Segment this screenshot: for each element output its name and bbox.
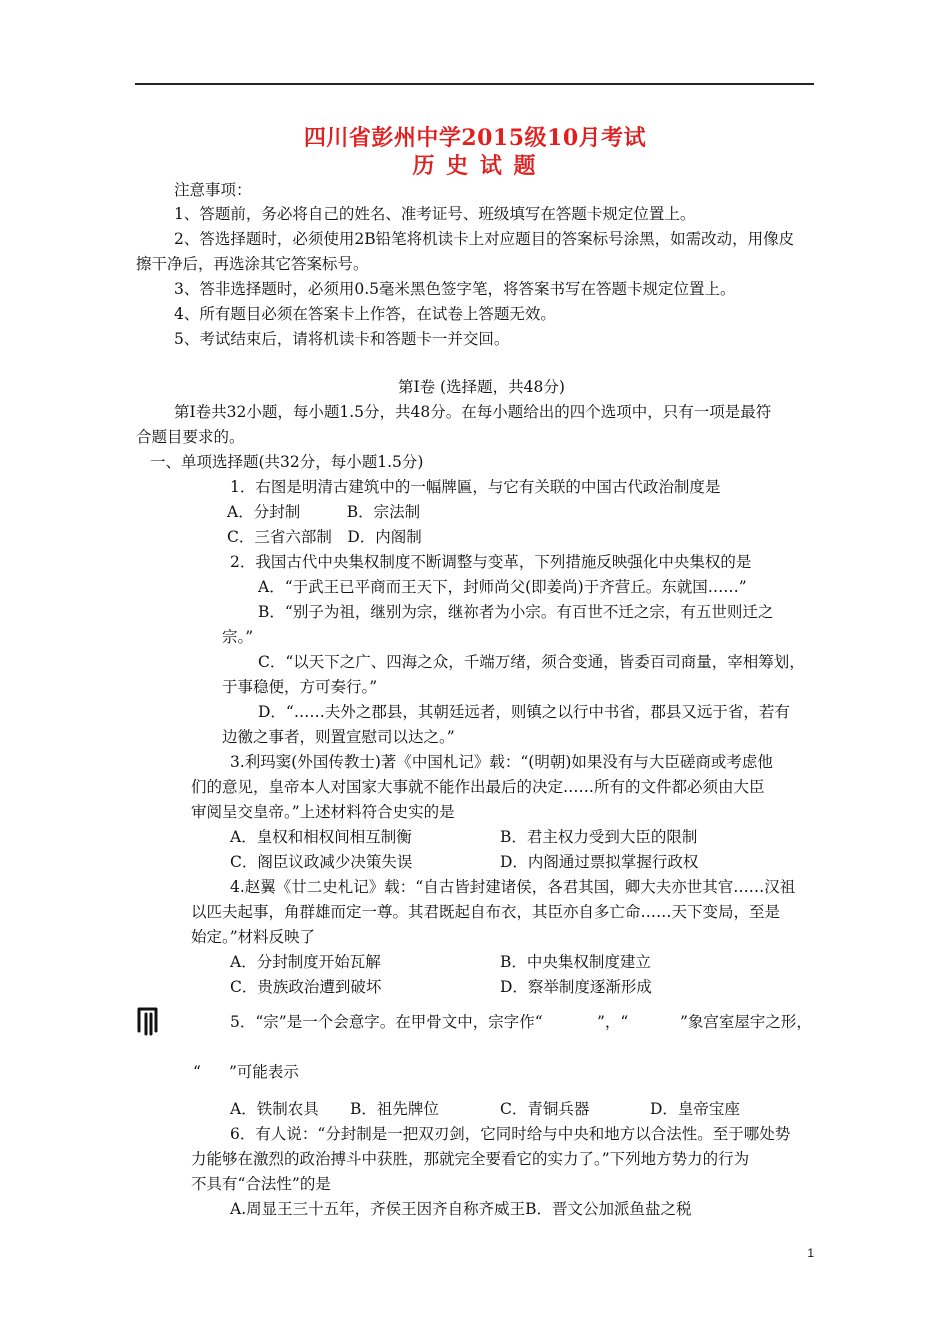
section-intro-2: 合题目要求的。 [136,428,245,446]
q4-option-d: D．察举制度逐渐形成 [500,978,652,996]
q6-stem-1: 6．有人说：“分封制是一把双刃剑，它同时给与中央和地方以合法性。至于哪处势 [230,1125,791,1143]
q4-stem-1: 4.赵翼《廿二史札记》载：“自古皆封建诸侯，各君其国，卿大夫亦世其官……汉祖 [230,878,796,896]
q3-stem-2: 们的意见，皇帝本人对国家大事就不能作出最后的决定……所有的文件都必须由大臣 [191,778,765,796]
header-rule [135,83,814,85]
q5-option-a: A．铁制农具 [230,1100,319,1118]
q5-option-d: D．皇帝宝座 [650,1100,740,1118]
q2-option-d: D．“……夫外之郡县，其朝廷远者，则镇之以行中书省，郡县又远于省，若有 [258,703,790,721]
q4-stem-3: 始定。”材料反映了 [191,928,316,946]
notice-item-4: 4、所有题目必须在答案卡上作答，在试卷上答题无效。 [174,305,556,323]
q4-option-b: B．中央集权制度建立 [500,953,651,971]
q5-stem-part-1: 5．“宗”是一个会意字。在甲骨文中，宗字作“ [230,1013,543,1031]
q4-option-c: C．贵族政治遭到破坏 [230,978,382,996]
q5-stem-line2-open: “ [193,1063,201,1081]
q2-stem: 2．我国古代中央集权制度不断调整与变革，下列措施反映强化中央集权的是 [230,553,752,571]
q6-stem-2: 力能够在激烈的政治搏斗中获胜，那就完全要看它的实力了。”下列地方势力的行为 [191,1150,750,1168]
q6-options-ab: A.周显王三十五年，齐侯王因齐自称齐威王B．晋文公加派鱼盐之税 [230,1200,692,1218]
notice-item-3: 3、答非选择题时，必须用0.5毫米黑色签字笔，将答案书写在答题卡规定位置上。 [174,280,736,298]
q2-option-c: C．“以天下之广、四海之众，千端万绪，须合变通，皆委百司商量，宰相筹划， [258,653,805,671]
q3-option-d: D．内阁通过票拟掌握行政权 [500,853,699,871]
q5-option-b: B．祖先牌位 [350,1100,439,1118]
notice-item-5: 5、考试结束后，请将机读卡和答题卡一并交回。 [174,330,510,348]
q4-option-a: A．分封制度开始瓦解 [230,953,381,971]
q2-option-b: B．“别子为祖，继别为宗，继祢者为小宗。有百世不迁之宗，有五世则迁之 [258,603,774,621]
section-intro-1: 第Ⅰ卷共32小题，每小题1.5分，共48分。在每小题给出的四个选项中，只有一项是最符 [174,403,772,421]
q4-stem-2: 以匹夫起事，角群雄而定一尊。其君既起自布衣，其臣亦自多亡命……天下变局，至是 [191,903,781,921]
exam-subtitle: 历 史 试 题 [412,153,538,179]
q2-option-b-cont: 宗。” [222,628,254,646]
q3-stem-1: 3.利玛窦(外国传教士)著《中国札记》载：“(明朝)如果没有与大臣磋商或考虑他 [230,753,773,771]
notice-item-2: 2、答选择题时，必须使用2B铅笔将机读卡上对应题目的答案标号涂黑，如需改动，用像皮 [174,230,795,248]
q5-stem-part-3: ”象宫室屋宇之形， [680,1013,812,1031]
q6-stem-3: 不具有“合法性”的是 [191,1175,331,1193]
q5-stem-line2: ”可能表示 [229,1063,299,1081]
q3-stem-3: 审阅呈交皇帝。”上述材料符合史实的是 [191,803,455,821]
q2-option-a: A．“于武王已平商而王天下，封师尚父(即姜尚)于齐营丘。东就国……” [258,578,747,596]
q1-options-ab: A．分封制 B．宗法制 [227,503,421,521]
q3-option-c: C．阁臣议政减少决策失误 [230,853,413,871]
notice-item-2-cont: 擦干净后，再选涂其它答案标号。 [136,255,369,273]
q1-options-cd: C．三省六部制 D．内阁制 [227,528,422,546]
q2-option-d-cont: 边徼之事者，则置宣慰司以达之。” [222,728,455,746]
notice-item-1: 1、答题前，务必将自己的姓名、准考证号、班级填写在答题卡规定位置上。 [174,205,696,223]
q3-option-b: B．君主权力受到大臣的限制 [500,828,698,846]
section-title: 第Ⅰ卷 (选择题，共48分) [398,378,565,396]
part-heading: 一、单项选择题(共32分，每小题1.5分) [150,453,424,471]
notice-heading: 注意事项： [174,181,252,199]
exam-title: 四川省彭州中学2015级10月考试 [303,125,647,151]
page-number: 1 [807,1246,814,1260]
q3-option-a: A．皇权和相权间相互制衡 [230,828,412,846]
q2-option-c-cont: 于事稳便，方可奏行。” [222,678,378,696]
oracle-bone-glyph-icon [136,1006,162,1036]
q5-stem-part-2: ”，“ [597,1013,629,1031]
q5-option-c: C．青铜兵器 [500,1100,590,1118]
q1-stem: 1．右图是明清古建筑中的一幅牌匾，与它有关联的中国古代政治制度是 [230,478,721,496]
